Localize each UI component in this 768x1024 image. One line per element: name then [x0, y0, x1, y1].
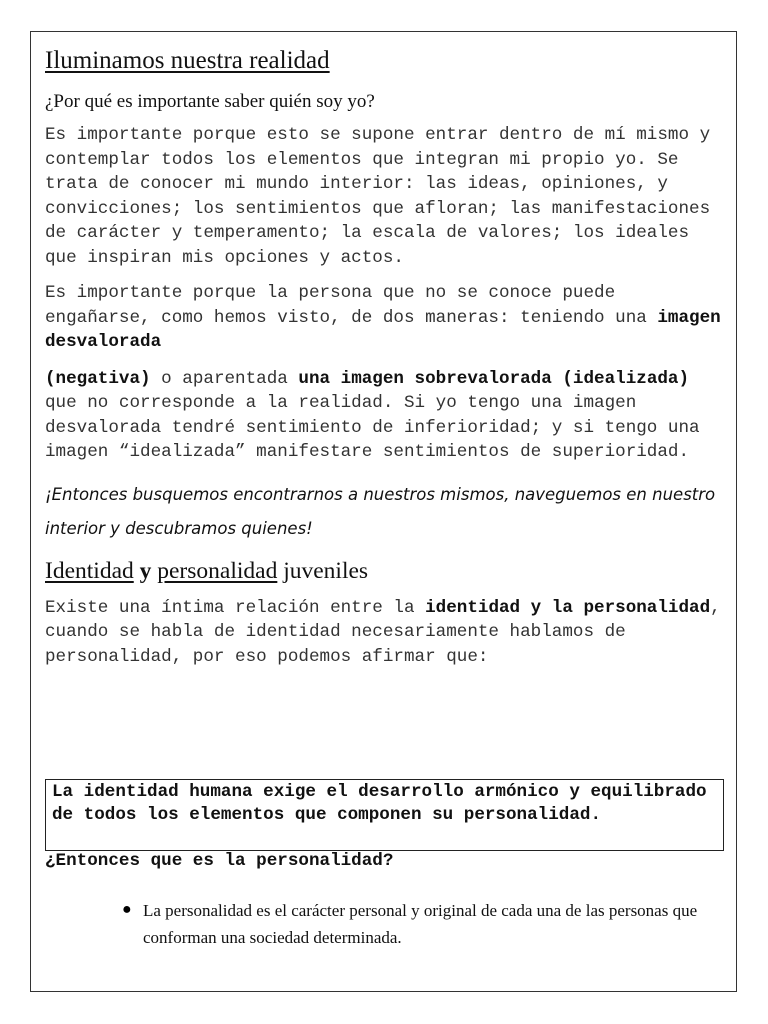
paragraph-importance: Es importante porque esto se supone entrar dentro de mí mismo y contemplar todos los elementos que integran mi propio yo. Se trata de conocer mi mundo interior: las ideas, opiniones, y convicciones; los sentimientos que afloran; las manifestaciones de carácter y temperamento; la escala de valores; los ideales que inspiran mis opciones y actos. [45, 125, 711, 268]
paragraph-text: , cuando se habla de identidad necesariamente hablamos de personalidad, por eso podemos afirmar que: [45, 597, 721, 667]
page-content [45, 44, 725, 669]
boxed-statement [45, 779, 724, 851]
bold-phrase: (negativa) [45, 368, 151, 389]
title-word: y [139, 557, 152, 584]
paragraph-identity [45, 596, 725, 670]
paragraph-text: Es importante porque la persona que no se conoce puede engañarse, como hemos visto, de dos maneras: teniendo una [45, 283, 658, 328]
paragraph-text: que no corresponde a la realidad. Si yo tengo una imagen desvalorada tendré sentimiento de inferioridad; y si tengo una imagen “idealizada” manifestare sentimientos de superioridad. [45, 393, 700, 462]
title-word: personalidad [157, 557, 278, 584]
title-word: Identidad [45, 557, 134, 584]
section-title-2 [45, 556, 725, 586]
bullet-icon: ● [122, 901, 132, 918]
paragraph-text: o aparentada [150, 368, 299, 389]
personality-question: ¿Entonces que es la personalidad? [45, 851, 394, 871]
bold-phrase: imagen desvalorada [45, 307, 721, 352]
paragraph-self-knowledge [45, 281, 725, 355]
bold-phrase: identidad y la personalidad [425, 597, 711, 618]
boxed-statement-text: La identidad humana exige el desarrollo armónico y equilibrado de todos los elementos que componen su personalidad. [52, 782, 707, 825]
section-title: Iluminamos nuestra realidad [45, 47, 330, 74]
list-item [122, 897, 702, 951]
bold-phrase: una imagen sobrevalorada (idealizada) [298, 368, 690, 389]
title-word: juveniles [283, 557, 369, 584]
paragraph-self-image [45, 367, 725, 465]
paragraph-text: Existe una íntima relación entre la [45, 597, 426, 618]
exhortation-text: ¡Entonces busquemos encontrarnos a nuestros mismos, naveguemos en nuestro interior y descubramos quienes! [45, 484, 716, 538]
section-question: ¿Por qué es importante saber quién soy yo? [45, 91, 375, 112]
list-item-text: La personalidad es el carácter personal y original de cada una de las personas que conforman una sociedad determinada. [143, 901, 698, 947]
